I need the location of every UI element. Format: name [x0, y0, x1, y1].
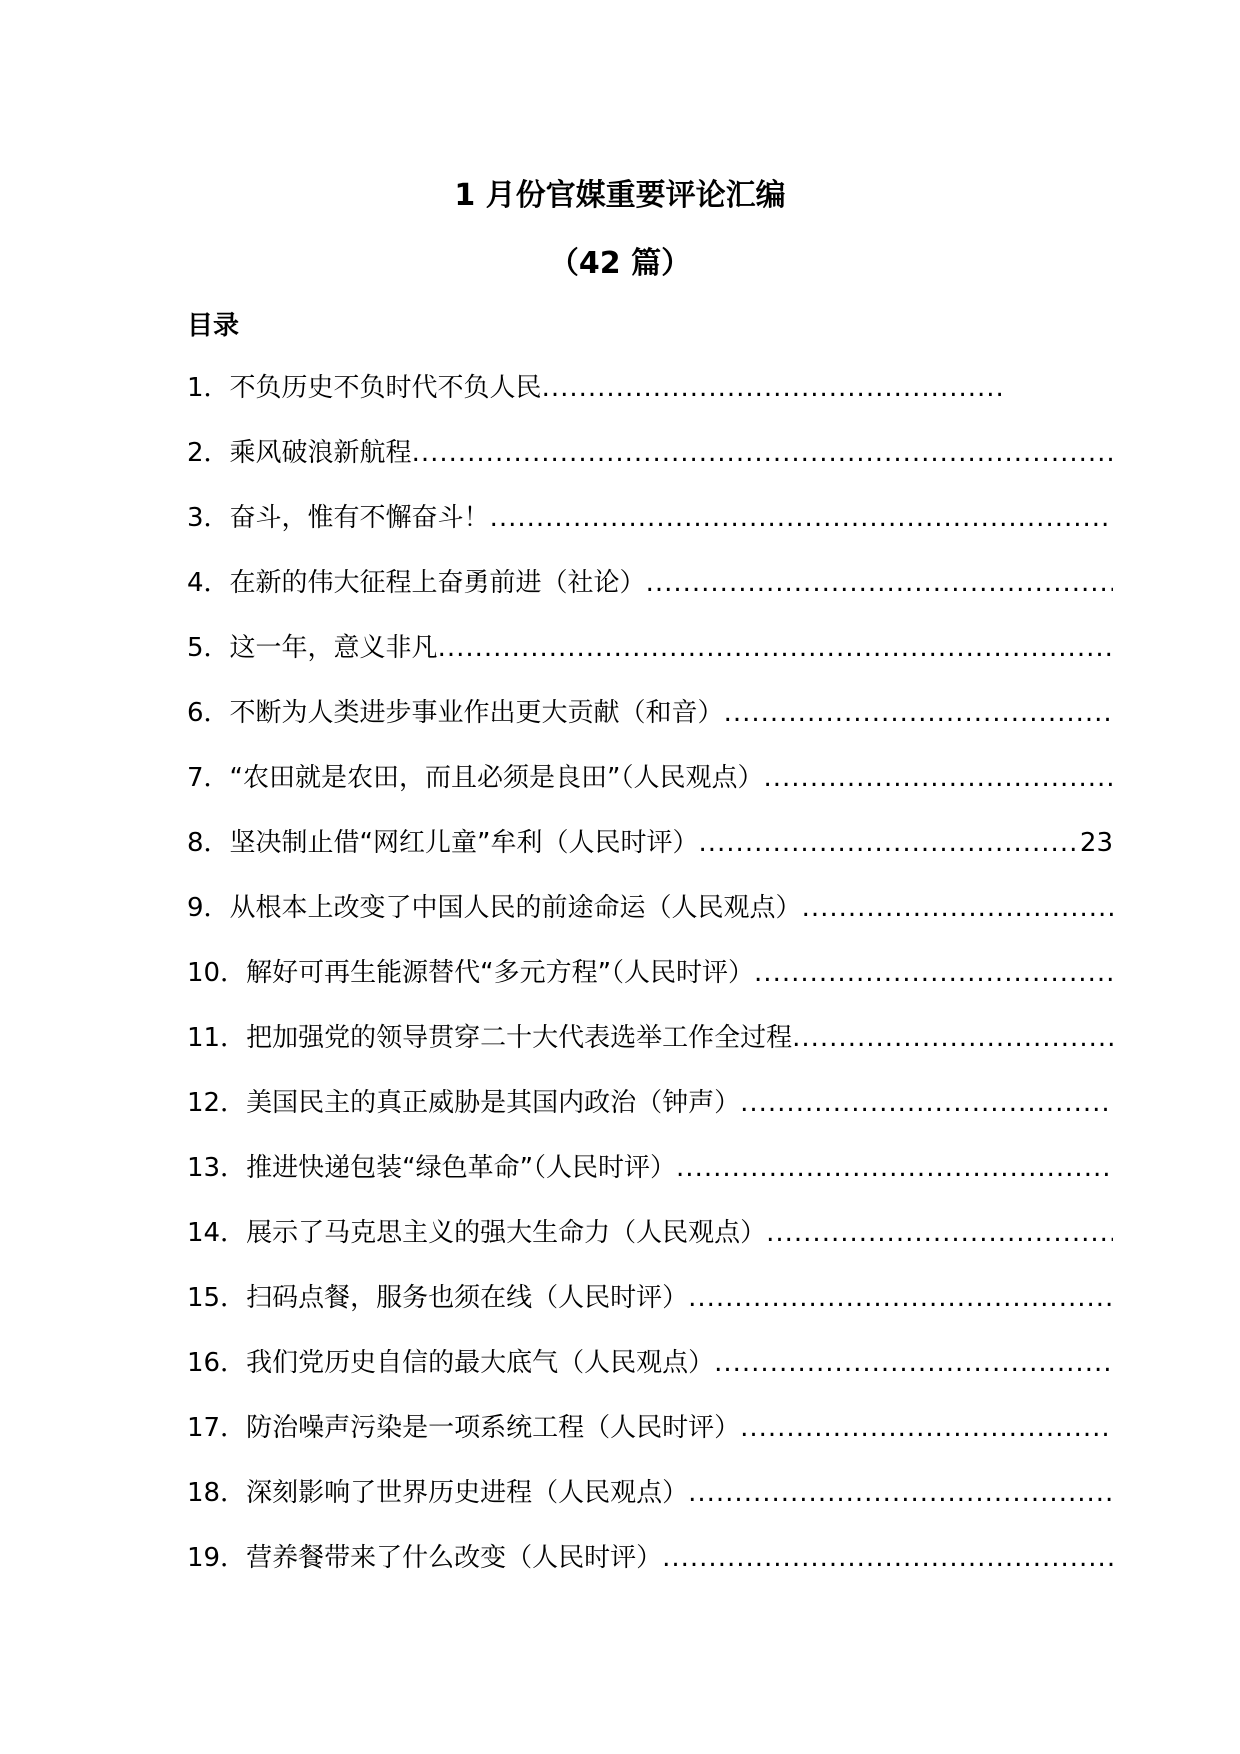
- toc-entry[interactable]: [187, 1345, 1113, 1410]
- toc-entry[interactable]: [187, 760, 1113, 825]
- toc-dot-leader: [740, 1085, 1113, 1121]
- toc-entry-number: 15．: [187, 1283, 247, 1313]
- document-subtitle: （42 篇）: [548, 246, 692, 281]
- table-of-contents: [187, 370, 1113, 1605]
- toc-entry[interactable]: [187, 1475, 1113, 1540]
- toc-dot-leader: [688, 1280, 1113, 1316]
- toc-dot-leader: [542, 370, 1002, 406]
- toc-dot-leader: [688, 1475, 1113, 1511]
- document-title: 1 月份官媒重要评论汇编: [454, 178, 786, 213]
- toc-entry[interactable]: [187, 565, 1113, 630]
- toc-entry[interactable]: [187, 630, 1113, 695]
- toc-entry-number: 13．: [187, 1153, 247, 1183]
- toc-entry-title: 从根本上改变了中国人民的前途命运（人民观点）: [229, 893, 802, 923]
- toc-entry[interactable]: [187, 500, 1113, 565]
- toc-dot-leader: [676, 1150, 1113, 1186]
- toc-entry-number: 2．: [187, 438, 230, 468]
- toc-entry-number: 10．: [187, 958, 247, 988]
- toc-entry-title: 展示了马克思主义的强大生命力（人民观点）: [246, 1218, 767, 1248]
- toc-entry-title: 在新的伟大征程上奋勇前进（社论）: [229, 568, 646, 598]
- toc-dot-leader: [714, 1345, 1113, 1381]
- toc-entry-number: 3．: [187, 503, 230, 533]
- toc-entry-title: 解好可再生能源替代“多元方程”（人民时评）: [246, 958, 755, 988]
- toc-dot-leader: [662, 1540, 1113, 1576]
- toc-entry-title: “农田就是农田，而且必须是良田”（人民观点）: [229, 763, 764, 793]
- toc-entry[interactable]: [187, 1410, 1113, 1475]
- toc-entry-number: 5．: [187, 633, 230, 663]
- toc-entry-page-number: 23: [1079, 828, 1113, 858]
- toc-dot-leader: [724, 695, 1113, 731]
- toc-entry[interactable]: [187, 1085, 1113, 1150]
- toc-entry[interactable]: [187, 955, 1113, 1020]
- toc-entry-number: 19．: [187, 1543, 247, 1573]
- toc-dot-leader: [699, 825, 1080, 861]
- toc-entry-number: 4．: [187, 568, 230, 598]
- toc-entry[interactable]: [187, 435, 1113, 500]
- toc-entry[interactable]: [187, 695, 1113, 760]
- toc-dot-leader: [646, 565, 1113, 601]
- toc-entry-title: 美国民主的真正威胁是其国内政治（钟声）: [246, 1088, 741, 1118]
- toc-entry-number: 16．: [187, 1348, 247, 1378]
- toc-entry[interactable]: [187, 1540, 1113, 1605]
- toc-entry-title: 不负历史不负时代不负人民: [229, 373, 542, 403]
- toc-entry[interactable]: [187, 1150, 1113, 1215]
- toc-entry[interactable]: [187, 1215, 1113, 1280]
- toc-entry-title: 乘风破浪新航程: [229, 438, 412, 468]
- toc-entry-title: 深刻影响了世界历史进程（人民观点）: [246, 1478, 689, 1508]
- toc-entry-title: 防治噪声污染是一项系统工程（人民时评）: [246, 1413, 741, 1443]
- toc-entry-title: 坚决制止借“网红儿童”牟利（人民时评）: [229, 828, 699, 858]
- toc-dot-leader: [490, 500, 1113, 536]
- toc-entry-number: 7．: [187, 763, 230, 793]
- toc-entry-number: 18．: [187, 1478, 247, 1508]
- toc-entry-number: 1．: [187, 373, 230, 403]
- toc-dot-leader: [740, 1410, 1113, 1446]
- toc-entry[interactable]: [187, 1280, 1113, 1345]
- toc-entry-title: 营养餐带来了什么改变（人民时评）: [246, 1543, 663, 1573]
- toc-entry-title: 推进快递包装“绿色革命”（人民时评）: [246, 1153, 677, 1183]
- toc-heading: 目录: [187, 311, 240, 341]
- toc-dot-leader: [438, 630, 1113, 666]
- toc-entry-number: 14．: [187, 1218, 247, 1248]
- toc-dot-leader: [792, 1020, 1113, 1056]
- toc-entry[interactable]: [187, 825, 1113, 890]
- toc-entry-title: 扫码点餐，服务也须在线（人民时评）: [246, 1283, 689, 1313]
- toc-entry[interactable]: [187, 1020, 1113, 1085]
- toc-entry-number: 8．: [187, 828, 230, 858]
- toc-entry-number: 17．: [187, 1413, 247, 1443]
- toc-entry-number: 9．: [187, 893, 230, 923]
- toc-entry-number: 11．: [187, 1023, 247, 1053]
- toc-dot-leader: [764, 760, 1114, 796]
- toc-entry[interactable]: [187, 890, 1113, 955]
- toc-dot-leader: [766, 1215, 1113, 1251]
- toc-entry-title: 这一年，意义非凡: [229, 633, 438, 663]
- toc-entry-title: 奋斗，惟有不懈奋斗！: [229, 503, 490, 533]
- toc-entry[interactable]: [187, 370, 1113, 435]
- toc-entry-number: 6．: [187, 698, 230, 728]
- toc-entry-title: 把加强党的领导贯穿二十大代表选举工作全过程: [246, 1023, 793, 1053]
- toc-entry-number: 12．: [187, 1088, 247, 1118]
- toc-dot-leader: [412, 435, 1113, 471]
- toc-dot-leader: [754, 955, 1113, 991]
- toc-entry-title: 我们党历史自信的最大底气（人民观点）: [246, 1348, 715, 1378]
- toc-dot-leader: [802, 890, 1113, 926]
- toc-entry-title: 不断为人类进步事业作出更大贡献（和音）: [229, 698, 724, 728]
